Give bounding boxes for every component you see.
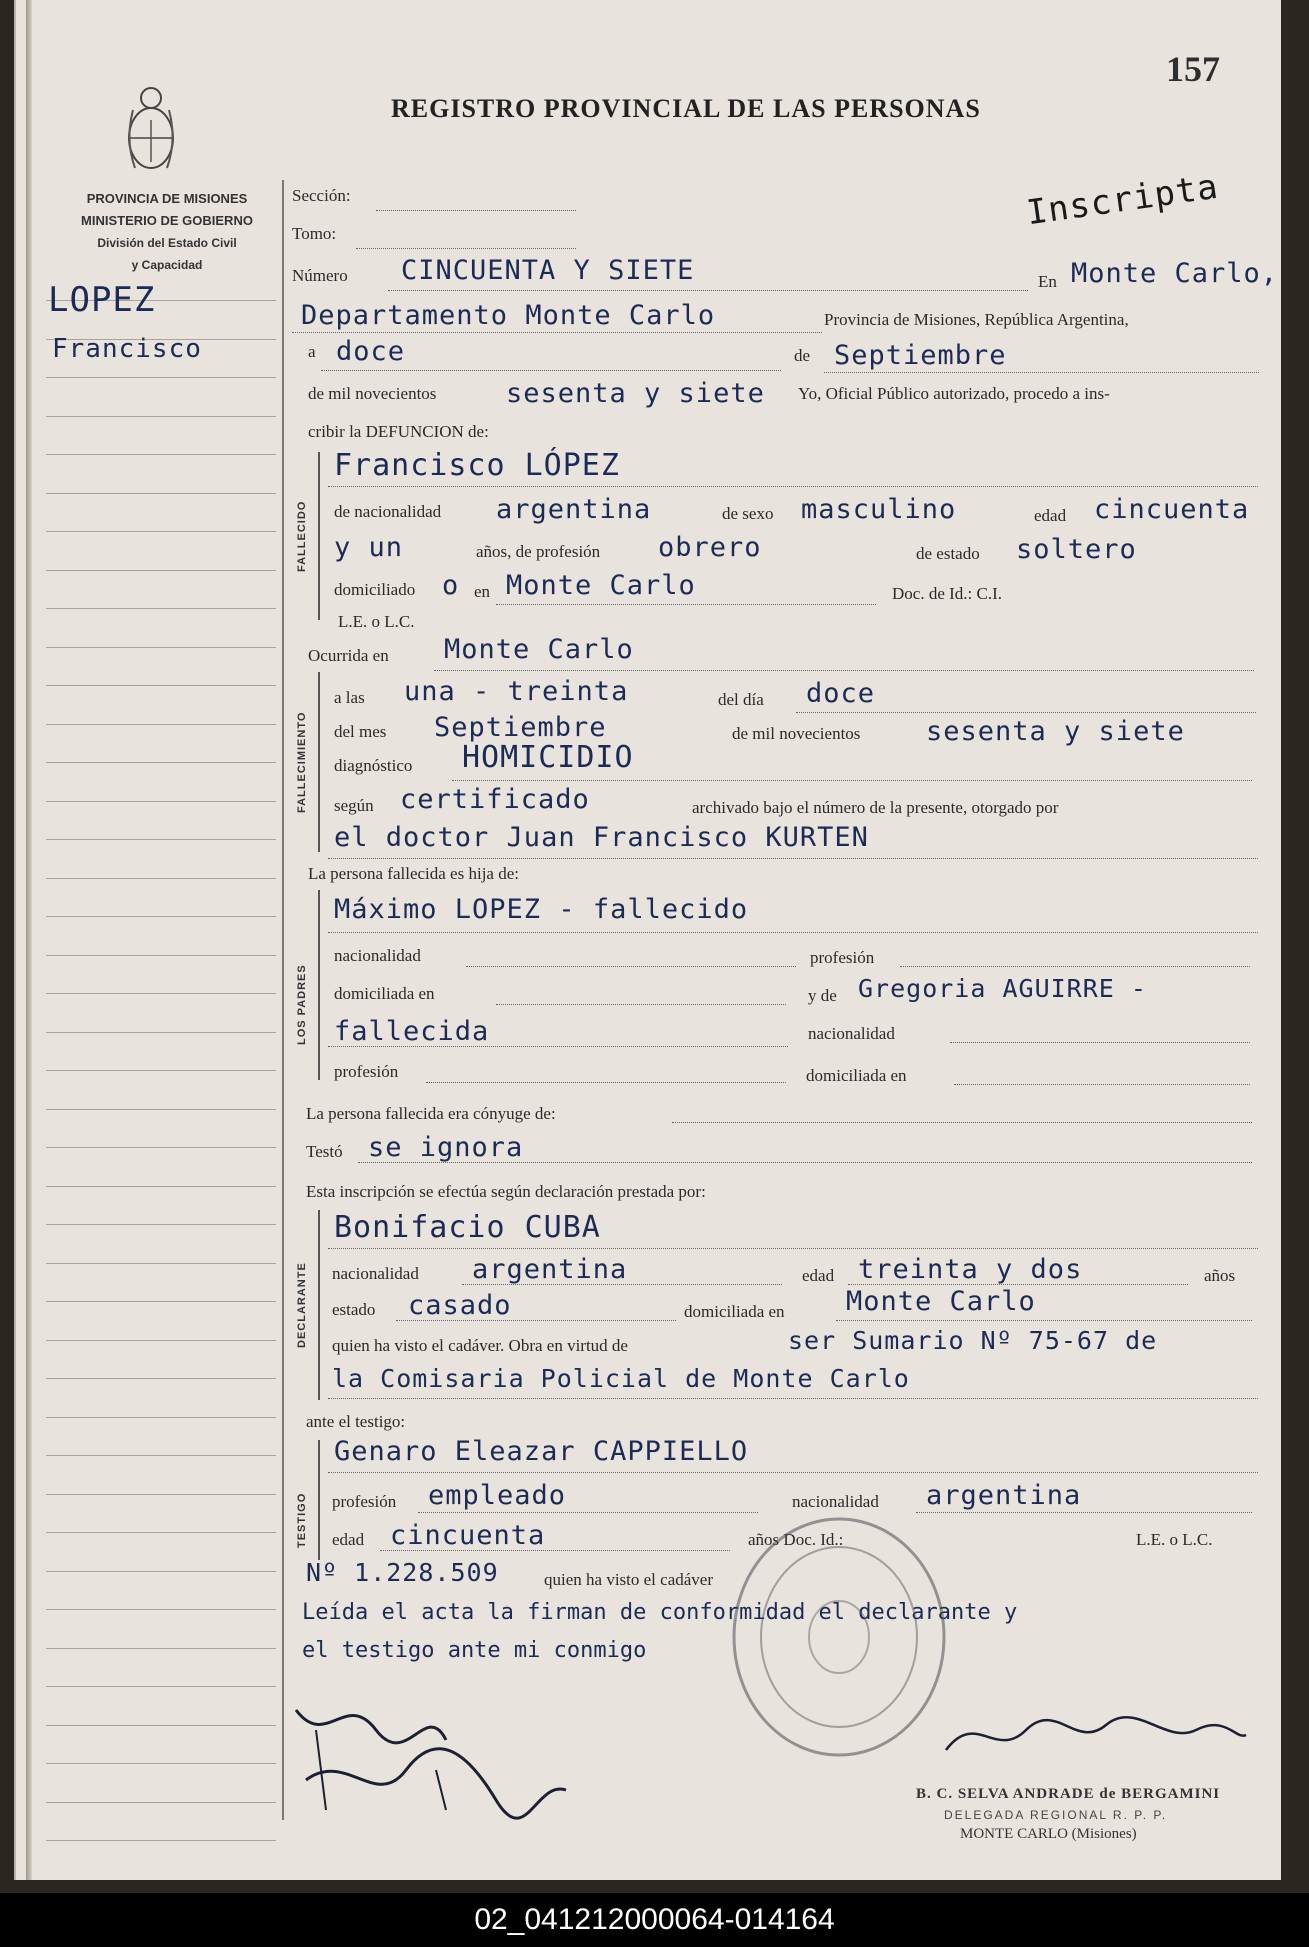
fallecimiento-mil-label: de mil novecientos xyxy=(732,724,861,743)
fallecido-nombre: Francisco LÓPEZ xyxy=(334,448,620,483)
declarante-section-label: DECLARANTE xyxy=(296,1262,308,1348)
departamento-value: Departamento Monte Carlo xyxy=(301,300,716,331)
fallecido-doc-label: Doc. de Id.: C.I. xyxy=(892,584,1003,603)
margin-rule-line xyxy=(46,993,276,994)
oficial-office: DELEGADA REGIONAL R. P. P. xyxy=(944,1808,1168,1822)
mil-label: de mil novecientos xyxy=(308,384,437,403)
numero-label: Número xyxy=(292,266,348,285)
margin-rule-line xyxy=(46,1802,276,1803)
margin-rule-line xyxy=(46,1032,276,1033)
margin-rule-line xyxy=(46,1686,276,1687)
page-title: REGISTRO PROVINCIAL DE LAS PERSONAS xyxy=(391,94,981,123)
madre-prof-label: profesión xyxy=(334,1062,399,1081)
seccion-label: Sección: xyxy=(292,186,351,205)
declarante-domic-value: Monte Carlo xyxy=(846,1286,1036,1317)
declarante-nombre: Bonifacio CUBA xyxy=(334,1210,601,1245)
margin-rule-line xyxy=(46,916,276,917)
declarante-bracket xyxy=(318,1210,320,1400)
padre-value: Máximo LOPEZ - fallecido xyxy=(334,894,749,925)
declarante-estado-value: casado xyxy=(408,1290,512,1321)
diag-label: diagnóstico xyxy=(334,756,413,775)
fallecido-domic-label: domiciliado xyxy=(334,580,416,599)
margin-rule-line xyxy=(46,647,276,648)
footer-id: 02_041212000064-014164 xyxy=(474,1903,835,1936)
margin-rule-line xyxy=(46,1109,276,1110)
margin-rule-line xyxy=(46,1340,276,1341)
inscripcion-text: Esta inscripción se efectúa según declaración prestada por: xyxy=(306,1182,706,1201)
declarante-edad-value: treinta y dos xyxy=(858,1254,1083,1285)
ocurrida-label: Ocurrida en xyxy=(308,646,389,665)
testigo-bracket xyxy=(318,1440,320,1560)
de-label: de xyxy=(794,346,811,365)
yo-text: Yo, Oficial Público autorizado, procedo a ins- xyxy=(798,384,1110,403)
margin-rule-line xyxy=(46,762,276,763)
declarante-domic-label: domiciliada en xyxy=(684,1302,785,1321)
fallecido-nac-label: de nacionalidad xyxy=(334,502,442,521)
padre-prof-label: profesión xyxy=(810,948,875,967)
padre-nac-label: nacionalidad xyxy=(334,946,421,965)
margin-rule-line xyxy=(46,1263,276,1264)
fallecido-sexo-value: masculino xyxy=(801,494,957,525)
column-rule xyxy=(282,180,284,1820)
margin-rule-line xyxy=(46,493,276,494)
en-label: En xyxy=(1038,272,1057,291)
page-number: 157 xyxy=(1166,49,1220,89)
cribir-text: cribir la DEFUNCION de: xyxy=(308,422,489,441)
margin-rule-line xyxy=(46,531,276,532)
coat-of-arms-icon xyxy=(121,80,181,178)
ministry-text: MINISTERIO DE GOBIERNO xyxy=(81,213,253,228)
doctor-value: el doctor Juan Francisco KURTEN xyxy=(334,822,869,853)
en-value: Monte Carlo, xyxy=(1071,258,1279,289)
dia-value: doce xyxy=(336,336,406,367)
leido-text-2: el testigo ante mi conmigo xyxy=(302,1638,647,1663)
fallecido-estado-value: soltero xyxy=(1016,534,1137,565)
fallecido-domic-o: o xyxy=(442,570,460,601)
margin-rule-line xyxy=(46,1186,276,1187)
margin-rule-line xyxy=(46,878,276,879)
official-seal-icon xyxy=(724,1512,954,1762)
fallecimiento-section-label: FALLECIMIENTO xyxy=(296,711,308,813)
margin-rule-line xyxy=(46,416,276,417)
hora-value: una - treinta xyxy=(404,676,629,707)
margin-rule-line xyxy=(46,1070,276,1071)
fallecido-edad-value2: y un xyxy=(334,532,404,563)
conyuge-text: La persona fallecida era cónyuge de: xyxy=(306,1104,556,1123)
anio-value: sesenta y siete xyxy=(506,378,765,409)
margin-rule-line xyxy=(46,377,276,378)
hija-text: La persona fallecida es hija de: xyxy=(308,864,519,883)
margin-rule-line xyxy=(46,1725,276,1726)
provincia-text: Provincia de Misiones, República Argentina, xyxy=(824,310,1129,329)
testigo-nombre: Genaro Eleazar CAPPIELLO xyxy=(334,1436,749,1467)
ocurrida-value: Monte Carlo xyxy=(444,634,634,665)
margin-rule-line xyxy=(46,608,276,609)
testigo-anios-label: años Doc. Id.: xyxy=(748,1530,844,1549)
fallecimiento-bracket xyxy=(318,672,320,852)
margin-rule-line xyxy=(46,1648,276,1649)
testigo-quien-text: quien ha visto el cadáver xyxy=(544,1570,713,1589)
padres-section-label: LOS PADRES xyxy=(296,964,308,1046)
segun-label: según xyxy=(334,796,374,815)
mes-value: Septiembre xyxy=(434,712,607,743)
madre-value: Gregoria AGUIRRE - xyxy=(858,974,1147,1003)
issuer-block xyxy=(36,188,298,276)
dia-label: del día xyxy=(718,690,764,709)
fallecido-bracket xyxy=(318,452,320,620)
margin-rule-line xyxy=(46,1301,276,1302)
margin-rule-line xyxy=(46,1378,276,1379)
fallecido-estado-label: de estado xyxy=(916,544,980,563)
oficial-signature xyxy=(936,1700,1256,1770)
inscripta-annotation: Inscripta xyxy=(1024,166,1222,234)
yde-label: y de xyxy=(808,986,837,1005)
margin-rule-line xyxy=(46,1763,276,1764)
ante-text: ante el testigo: xyxy=(306,1412,406,1431)
declarante-obra-value: ser Sumario Nº 75-67 de xyxy=(788,1326,1158,1355)
declarante-anios-label: años xyxy=(1204,1266,1236,1285)
fallecido-en-label: en xyxy=(474,582,491,601)
archivado-text: archivado bajo el número de la presente, otorgado por xyxy=(692,798,1059,817)
testigo-nac-label: nacionalidad xyxy=(792,1492,879,1511)
fallecido-edad-value: cincuenta xyxy=(1094,494,1250,525)
oficial-name: B. C. SELVA ANDRADE de BERGAMINI xyxy=(916,1786,1221,1802)
testigo-edad-label: edad xyxy=(332,1530,365,1549)
testo-value: se ignora xyxy=(368,1132,524,1163)
madre-nac-label: nacionalidad xyxy=(808,1024,895,1043)
fallecido-nac-value: argentina xyxy=(496,494,652,525)
fallecimiento-anio-value: sesenta y siete xyxy=(926,716,1185,747)
margin-surname: LOPEZ xyxy=(48,280,156,320)
fallecido-profesion-value: obrero xyxy=(658,532,762,563)
testigo-nac-value: argentina xyxy=(926,1480,1082,1511)
declarante-nac-label: nacionalidad xyxy=(332,1264,419,1283)
padres-bracket xyxy=(318,890,320,1080)
margin-rule-line xyxy=(46,839,276,840)
declarante-signature xyxy=(286,1690,586,1820)
declarante-edad-label: edad xyxy=(802,1266,835,1285)
testigo-le-label: L.E. o L.C. xyxy=(1136,1530,1213,1549)
fallecido-le-label: L.E. o L.C. xyxy=(338,612,415,631)
margin-rule-line xyxy=(46,1571,276,1572)
mes-label: del mes xyxy=(334,722,387,741)
testigo-section-label: TESTIGO xyxy=(296,1492,308,1548)
dia-value: doce xyxy=(806,678,876,709)
a-label: a xyxy=(308,342,316,361)
fallecido-anios-label: años, de profesión xyxy=(476,542,601,561)
mes-value: Septiembre xyxy=(834,340,1007,371)
margin-name: Francisco xyxy=(52,334,202,364)
fallecido-edad-label: edad xyxy=(1034,506,1067,525)
numero-value: CINCUENTA Y SIETE xyxy=(401,255,695,286)
declarante-nac-value: argentina xyxy=(472,1254,628,1285)
margin-rule-line xyxy=(46,955,276,956)
margin-rule-line xyxy=(46,1455,276,1456)
fallecido-domic-value: Monte Carlo xyxy=(506,570,696,601)
testigo-numero-value: Nº 1.228.509 xyxy=(306,1558,499,1587)
testigo-prof-label: profesión xyxy=(332,1492,397,1511)
declarante-estado-label: estado xyxy=(332,1300,376,1319)
cert-value: certificado xyxy=(400,784,590,815)
madre-estado: fallecida xyxy=(334,1016,490,1047)
tomo-label: Tomo: xyxy=(292,224,337,243)
diag-value: HOMICIDIO xyxy=(462,740,634,775)
madre-domic-label: domiciliada en xyxy=(806,1066,907,1085)
margin-rule-line xyxy=(46,1609,276,1610)
margin-rule-line xyxy=(46,1532,276,1533)
leido-text-1: Leída el acta la firman de conformidad el declarante y xyxy=(302,1600,1018,1625)
testigo-edad-value: cincuenta xyxy=(390,1520,546,1551)
margin-rule-line xyxy=(46,1840,276,1841)
testo-label: Testó xyxy=(306,1142,343,1161)
declarante-obra-value2: la Comisaria Policial de Monte Carlo xyxy=(332,1364,910,1393)
padre-domic-label: domiciliada en xyxy=(334,984,435,1003)
margin-rule-line xyxy=(46,724,276,725)
oficial-place: MONTE CARLO (Misiones) xyxy=(960,1826,1137,1842)
margin-rule-line xyxy=(46,454,276,455)
margin-rule-line xyxy=(46,1224,276,1225)
margin-rule-line xyxy=(46,685,276,686)
hora-label: a las xyxy=(334,688,365,707)
division-text-1: División del Estado Civil xyxy=(97,236,237,250)
margin-rule-line xyxy=(46,801,276,802)
declarante-quien-text: quien ha visto el cadáver. Obra en virtud de xyxy=(332,1336,628,1355)
fallecido-sexo-label: de sexo xyxy=(722,504,774,523)
margin-rule-line xyxy=(46,570,276,571)
margin-rule-line xyxy=(46,1494,276,1495)
fallecido-section-label: FALLECIDO xyxy=(296,500,308,572)
testigo-prof-value: empleado xyxy=(428,1480,567,1511)
footer-bar xyxy=(0,1893,1309,1947)
division-text-2: y Capacidad xyxy=(131,258,203,272)
margin-rule-line xyxy=(46,1417,276,1418)
province-text: PROVINCIA DE MISIONES xyxy=(86,191,248,206)
margin-rule-line xyxy=(46,1147,276,1148)
document-page xyxy=(14,0,1281,1880)
